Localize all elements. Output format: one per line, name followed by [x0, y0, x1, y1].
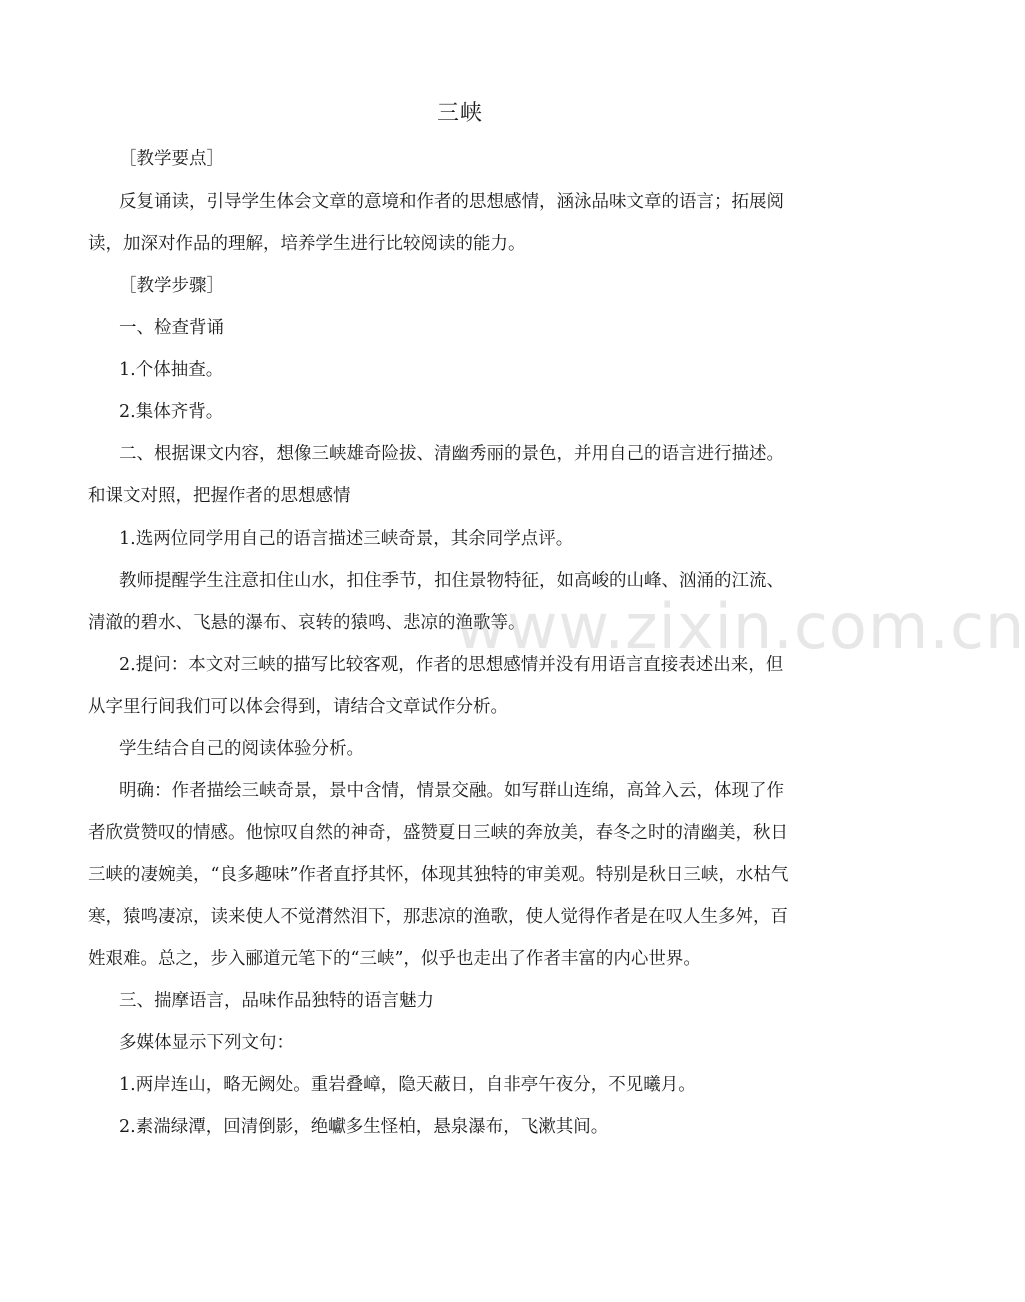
list-item: 2.集体齐背。	[119, 402, 224, 422]
section-heading-key-points: ［教学要点］	[119, 149, 224, 169]
list-item: 1.两岸连山，略无阙处。重岩叠嶂，隐天蔽日，自非亭午夜分，不见曦月。	[119, 1075, 696, 1095]
paragraph-line: 三峡的凄婉美，“良多趣味”作者直抒其怀，体现其独特的审美观。特别是秋日三峡，水枯气	[88, 865, 789, 885]
paragraph-line: 和课文对照，把握作者的思想感情	[88, 486, 351, 506]
step-heading-2: 二、根据课文内容，想像三峡雄奇险拔、清幽秀丽的景色，并用自己的语言进行描述。	[119, 444, 784, 464]
step-heading-1: 一、检查背诵	[119, 318, 224, 338]
paragraph-line: 读，加深对作品的理解，培养学生进行比较阅读的能力。	[88, 234, 526, 254]
list-item: 1.选两位同学用自己的语言描述三峡奇景，其余同学点评。	[119, 529, 574, 549]
document-title: 三峡	[436, 101, 483, 126]
paragraph-line: 学生结合自己的阅读体验分析。	[119, 739, 364, 759]
paragraph-line: 教师提醒学生注意扣住山水，扣住季节，扣住景物特征，如高峻的山峰、汹涌的江流、	[119, 571, 784, 591]
paragraph-line: 明确：作者描绘三峡奇景，景中含情，情景交融。如写群山连绵，高耸入云，体现了作	[119, 781, 784, 801]
watermark: www.zixin.com.cn	[455, 590, 1025, 663]
step-heading-3: 三、揣摩语言，品味作品独特的语言魅力	[119, 991, 434, 1011]
list-item: 1.个体抽查。	[119, 360, 224, 380]
paragraph-line: 从字里行间我们可以体会得到，请结合文章试作分析。	[88, 697, 508, 717]
paragraph-line: 寒，猿鸣凄凉，读来使人不觉潸然泪下，那悲凉的渔歌，使人觉得作者是在叹人生多舛，百	[88, 907, 788, 927]
paragraph-line: 反复诵读，引导学生体会文章的意境和作者的思想感情，涵泳品味文章的语言；拓展阅	[119, 192, 784, 212]
list-item: 2.素湍绿潭，回清倒影，绝巘多生怪柏，悬泉瀑布，飞漱其间。	[119, 1117, 609, 1137]
list-item: 2.提问：本文对三峡的描写比较客观，作者的思想感情并没有用语言直接表述出来，但	[119, 655, 784, 675]
section-heading-steps: ［教学步骤］	[119, 276, 224, 296]
paragraph-line: 姓艰难。总之，步入郦道元笔下的“三峡”，似乎也走出了作者丰富的内心世界。	[88, 949, 701, 969]
paragraph-line: 者欣赏赞叹的情感。他惊叹自然的神奇，盛赞夏日三峡的奔放美，春冬之时的清幽美，秋日	[88, 823, 788, 843]
paragraph-line: 多媒体显示下列文句：	[119, 1033, 294, 1053]
paragraph-line: 清澈的碧水、飞悬的瀑布、哀转的猿鸣、悲凉的渔歌等。	[88, 613, 526, 633]
